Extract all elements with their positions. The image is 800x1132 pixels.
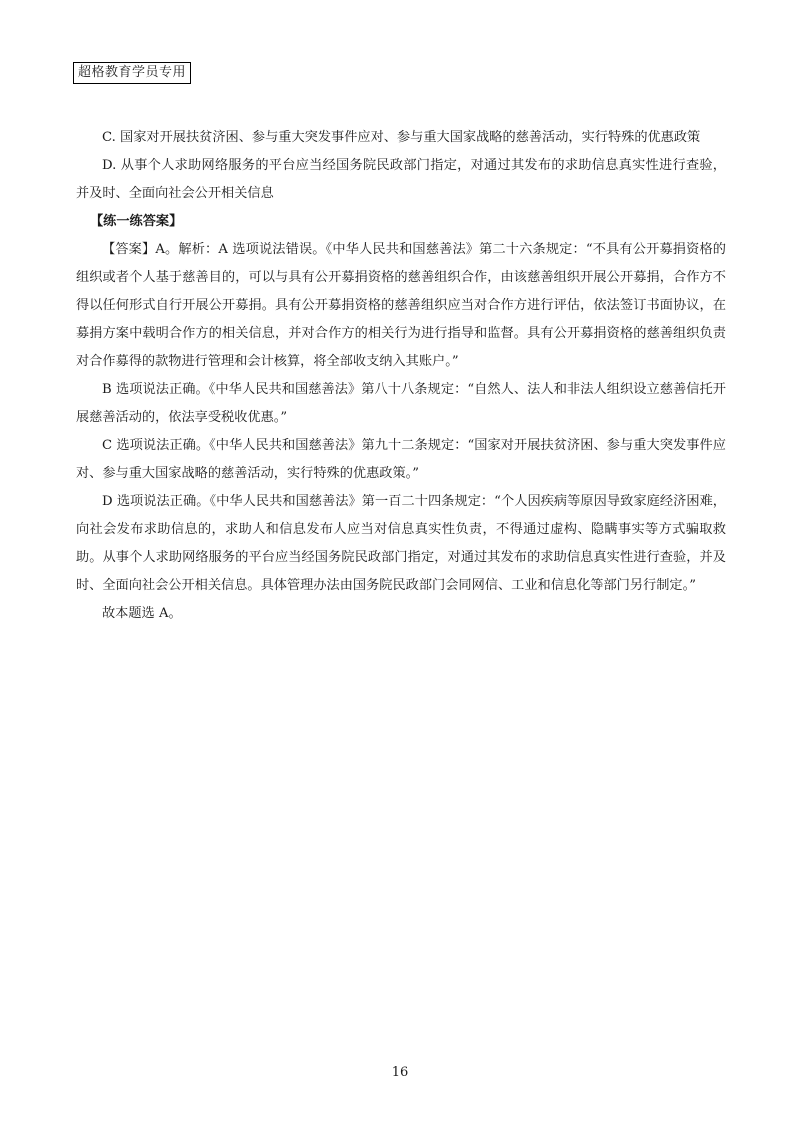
answer-b-paragraph: B 选项说法正确。《中华人民共和国慈善法》第八十八条规定：“自然人、法人和非法人组织设立慈善信托开展慈善活动的，依法享受税收优惠。” (76, 382, 726, 425)
option-c-text: C. 国家对开展扶贫济困、参与重大突发事件应对、参与重大国家战略的慈善活动，实行特殊的优惠政策 (102, 130, 701, 145)
answer-main-paragraph: 【答案】A。解析：A 选项说法错误。《中华人民共和国慈善法》第二十六条规定：“不具有公开募捐资格的组织或者个人基于慈善目的，可以与具有公开募捐资格的慈善组织合作，由该慈善组织开展公开募捐，合作方不得以任何形式自行开展公开募捐。具有公开募捐资格的慈善组织应当对合作方进行评估，依法签订书面协议，在募捐方案中载明合作方的相关信息，并对合作方的相关行为进行指导和监督。具有公开募捐资格的慈善组织负责对合作募得的款物进行管理和会计核算，将全部收支纳入其账户。” (76, 242, 726, 369)
answer-c-paragraph: C 选项说法正确。《中华人民共和国慈善法》第九十二条规定：“国家对开展扶贫济困、参与重大突发事件应对、参与重大国家战略的慈善活动，实行特殊的优惠政策。” (76, 438, 726, 481)
document-body (76, 124, 726, 628)
option-d-text: D. 从事个人求助网络服务的平台应当经国务院民政部门指定，对通过其发布的求助信息真实性进行查验，并及时、全面向社会公开相关信息 (76, 158, 726, 201)
page-number: 16 (391, 1065, 409, 1080)
header-label: 超格教育学员专用 (73, 62, 191, 84)
answer-d-paragraph: D 选项说法正确。《中华人民共和国慈善法》第一百二十四条规定：“个人因疾病等原因导致家庭经济困难，向社会发布求助信息的，求助人和信息发布人应当对信息真实性负责，不得通过虚构、隐瞒事实等方式骗取救助。从事个人求助网络服务的平台应当经国务院民政部门指定，对通过其发布的求助信息真实性进行查验，并及时、全面向社会公开相关信息。具体管理办法由国务院民政部门会同网信、工业和信息化等部门另行制定。” (76, 494, 726, 593)
answer-conclusion: 故本题选 A。 (102, 606, 182, 621)
section-title: 【练一练答案】 (90, 214, 183, 229)
